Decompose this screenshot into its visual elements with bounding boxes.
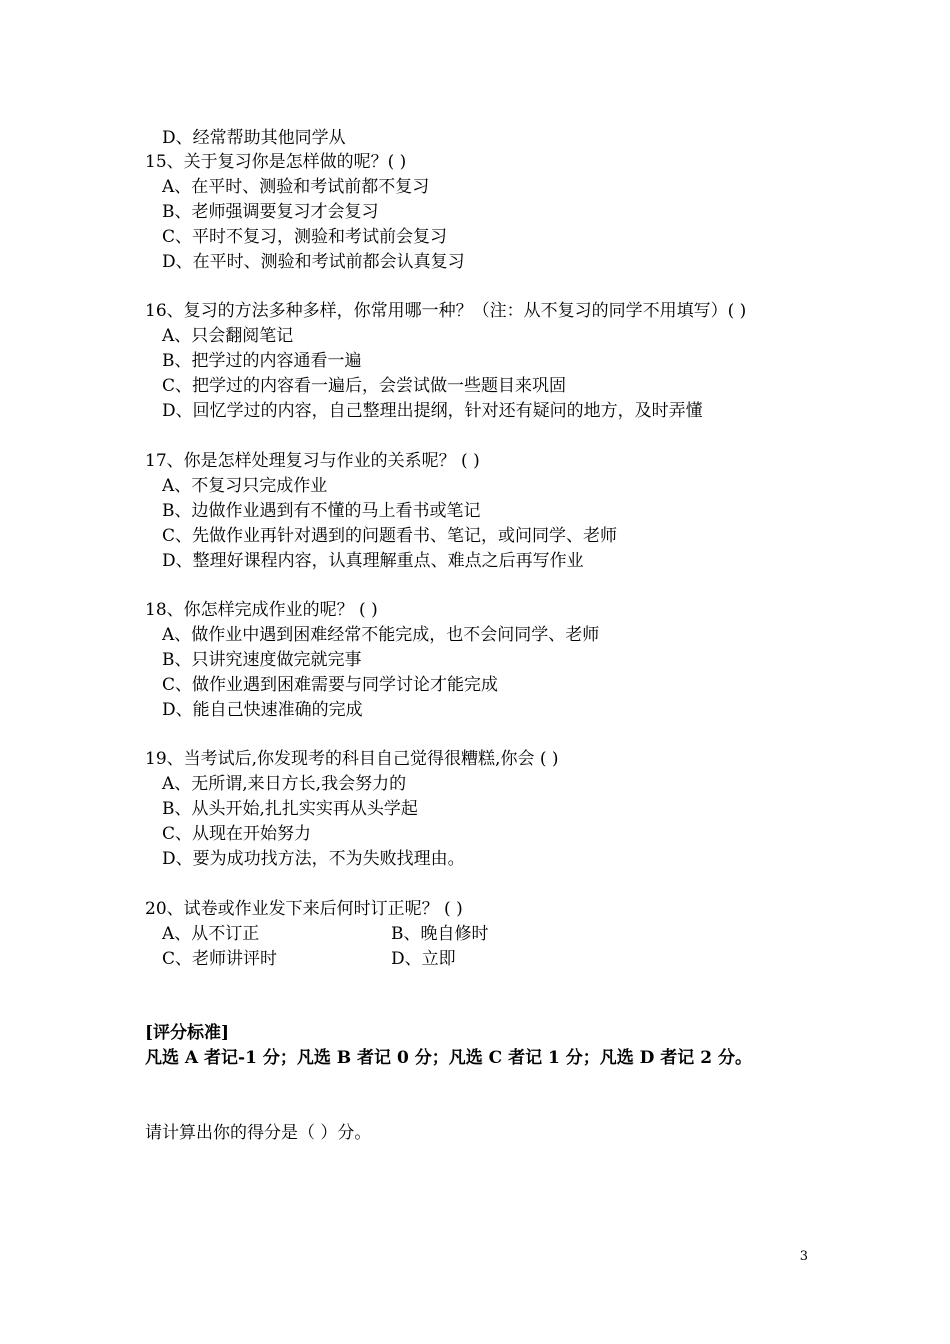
- q15-option-a: A、在平时、测验和考试前都不复习: [162, 177, 430, 197]
- q18-option-c: C、做作业遇到困难需要与同学讨论才能完成: [162, 675, 499, 695]
- q15-option-c: C、平时不复习，测验和考试前会复习: [162, 227, 448, 247]
- page-number: 3: [799, 1249, 808, 1264]
- q20-option-c: C、老师讲评时: [162, 949, 278, 969]
- q17-question: 17、你是怎样处理复习与作业的关系呢？ ( ): [145, 451, 480, 471]
- q16-option-b: B、把学过的内容通看一遍: [162, 351, 362, 371]
- scoring-heading: [评分标准]: [145, 1023, 230, 1043]
- q19-option-d: D、要为成功找方法，不为失败找理由。: [162, 849, 465, 869]
- q20-question: 20、试卷或作业发下来后何时订正呢？ ( ): [145, 899, 463, 919]
- q19-question: 19、当考试后,你发现考的科目自己觉得很糟糕,你会 ( ): [145, 749, 559, 769]
- q15-option-d: D、在平时、测验和考试前都会认真复习: [162, 252, 465, 272]
- q20-option-a: A、从不订正: [162, 924, 260, 944]
- q18-option-d: D、能自己快速准确的完成: [162, 700, 363, 720]
- q20-option-b: B、晚自修时: [391, 924, 489, 944]
- q15-question: 15、关于复习你是怎样做的呢？( ): [145, 152, 407, 172]
- q14-option-d: D、经常帮助其他同学从: [162, 128, 346, 148]
- q18-question: 18、你怎样完成作业的呢？ ( ): [145, 600, 378, 620]
- q20-option-d: D、立即: [391, 949, 456, 969]
- q17-option-a: A、不复习只完成作业: [162, 476, 328, 496]
- q17-option-b: B、边做作业遇到有不懂的马上看书或笔记: [162, 501, 481, 521]
- q17-option-d: D、整理好课程内容，认真理解重点、难点之后再写作业: [162, 551, 584, 571]
- q17-option-c: C、先做作业再针对遇到的问题看书、笔记，或问同学、老师: [162, 526, 618, 546]
- q16-option-a: A、只会翻阅笔记: [162, 326, 294, 346]
- q18-option-a: A、做作业中遇到困难经常不能完成，也不会问同学、老师: [162, 625, 600, 645]
- q19-option-b: B、从头开始,扎扎实实再从头学起: [162, 799, 418, 819]
- q19-option-c: C、从现在开始努力: [162, 824, 312, 844]
- q16-option-c: C、把学过的内容看一遍后，会尝试做一些题目来巩固: [162, 376, 567, 396]
- q15-option-b: B、老师强调要复习才会复习: [162, 202, 379, 222]
- q18-option-b: B、只讲究速度做完就完事: [162, 650, 362, 670]
- q19-option-a: A、无所谓,来日方长,我会努力的: [162, 774, 407, 794]
- q16-option-d: D、回忆学过的内容，自己整理出提纲，针对还有疑问的地方，及时弄懂: [162, 401, 703, 421]
- q16-question: 16、复习的方法多种多样，你常用哪一种？（注：从不复习的同学不用填写）( ): [145, 301, 747, 321]
- score-calculation-prompt: 请计算出你的得分是（ ）分。: [145, 1123, 372, 1143]
- scoring-rule: 凡选 A 者记-1 分；凡选 B 者记 0 分；凡选 C 者记 1 分；凡选 D 者记 2 分。: [145, 1048, 752, 1068]
